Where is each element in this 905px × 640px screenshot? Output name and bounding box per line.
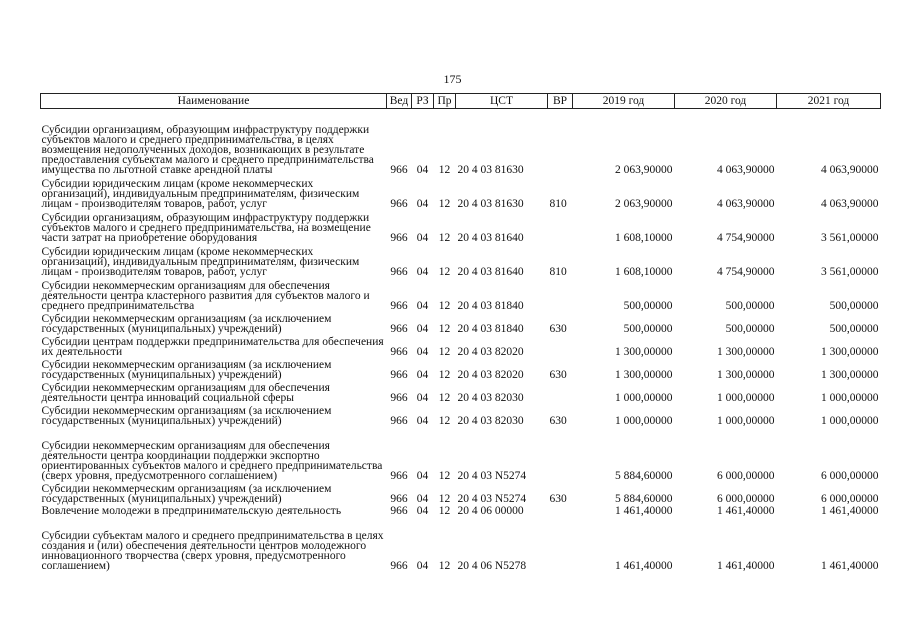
header-name: Наименование [41, 94, 387, 109]
header-ved: Вед [387, 94, 412, 109]
cell-2020: 1 461,40000 [717, 560, 775, 572]
cell-pr: 12 [438, 470, 451, 482]
cell-vr: 810 [549, 198, 567, 210]
header-row [41, 94, 881, 109]
cell-name: Субсидии некоммерческим организациям для обеспечения деятельности центра координации поддержки экспортно ориентированных субъектов малого и среднего предпринимательства (сверх уровня, предусмотренного соглашением) [41, 440, 383, 482]
cell-vr [548, 516, 573, 571]
cell-ved: 966 [390, 505, 408, 517]
cell-vr [548, 426, 573, 481]
cell-name: Субсидии некоммерческим организациям (за исключением государственных (муниципальных) учреждений) [41, 405, 332, 427]
header-vr: ВР [548, 94, 573, 109]
table-row [41, 175, 881, 209]
cell-vr [548, 109, 573, 176]
cell-rz: 04 [416, 300, 429, 312]
cell-2021: 1 300,00000 [821, 369, 879, 381]
cell-pr: 12 [438, 164, 451, 176]
cell-2019: 500,00000 [623, 323, 673, 335]
cell-cst: 20 4 03 81640 [457, 266, 524, 278]
cell-2021: 1 461,40000 [821, 505, 879, 517]
cell-2019: 2 063,90000 [615, 198, 673, 210]
cell-pr: 12 [438, 369, 451, 381]
cell-2019: 2 063,90000 [615, 164, 673, 176]
cell-2020: 6 000,00000 [717, 470, 775, 482]
table-row [41, 481, 881, 504]
cell-2019: 5 884,60000 [615, 493, 673, 505]
cell-2021: 500,00000 [829, 323, 879, 335]
cell-name: Субсидии организациям, образующим инфраструктуру поддержки субъектов малого и среднего предпринимательства, в целях возмещения недополученных доходов, возникающих в результате предоставления субъектам малого и среднего предпринимательства имущества по льготной ставке арендной платы [41, 124, 374, 176]
cell-vr: 630 [549, 415, 567, 427]
cell-2021: 1 461,40000 [821, 560, 879, 572]
cell-rz: 04 [416, 323, 429, 335]
table-row [41, 426, 881, 481]
cell-2021: 1 000,00000 [821, 415, 879, 427]
cell-2019: 500,00000 [623, 300, 673, 312]
cell-name: Субсидии некоммерческим организациям для обеспечения деятельности центра кластерного развития для субъектов малого и среднего предпринимательства [41, 280, 370, 312]
header-2021: 2021 год [777, 94, 881, 109]
header-rz: РЗ [412, 94, 434, 109]
cell-name: Субсидии организациям, образующим инфраструктуру поддержки субъектов малого и среднего предпринимательства, на возмещение части затрат на приобретение оборудования [41, 212, 371, 244]
cell-rz: 04 [416, 560, 429, 572]
cell-pr: 12 [438, 415, 451, 427]
cell-pr: 12 [438, 560, 451, 572]
cell-rz: 04 [416, 346, 429, 358]
cell-ved: 966 [390, 369, 408, 381]
cell-ved: 966 [390, 560, 408, 572]
cell-2021: 6 000,00000 [821, 470, 879, 482]
cell-vr [548, 504, 573, 516]
cell-ved: 966 [390, 392, 408, 404]
cell-ved: 966 [390, 198, 408, 210]
header-2019: 2019 год [573, 94, 675, 109]
cell-rz: 04 [416, 232, 429, 244]
cell-2020: 6 000,00000 [717, 493, 775, 505]
cell-pr: 12 [438, 346, 451, 358]
cell-rz: 04 [416, 369, 429, 381]
cell-name: Субсидии центрам поддержки предпринимательства для обеспечения их деятельности [41, 336, 384, 358]
cell-rz: 04 [416, 392, 429, 404]
table-row [41, 277, 881, 311]
table-row [41, 311, 881, 334]
cell-rz: 04 [416, 493, 429, 505]
cell-ved: 966 [390, 493, 408, 505]
cell-vr: 810 [549, 266, 567, 278]
header-pr: Пр [434, 94, 456, 109]
cell-rz: 04 [416, 415, 429, 427]
cell-pr: 12 [438, 232, 451, 244]
cell-2021: 1 300,00000 [821, 346, 879, 358]
cell-2021: 3 561,00000 [821, 232, 879, 244]
cell-2021: 500,00000 [829, 300, 879, 312]
cell-2020: 4 063,90000 [717, 164, 775, 176]
table-row [41, 380, 881, 403]
cell-2020: 4 754,90000 [717, 232, 775, 244]
cell-name: Субсидии некоммерческим организациям (за исключением государственных (муниципальных) учреждений) [41, 483, 332, 505]
cell-cst: 20 4 03 81840 [457, 323, 524, 335]
cell-2019: 1 000,00000 [615, 392, 673, 404]
cell-2019: 1 461,40000 [615, 505, 673, 517]
cell-2020: 500,00000 [725, 300, 775, 312]
cell-ved: 966 [390, 164, 408, 176]
cell-pr: 12 [438, 266, 451, 278]
cell-cst: 20 4 06 00000 [457, 505, 524, 517]
cell-2021: 4 063,90000 [821, 198, 879, 210]
cell-name: Субсидии юридическим лицам (кроме некоммерческих организаций), индивидуальным предпринимателям, физическим лицам - производителям товаров, работ, услуг [41, 246, 360, 278]
cell-vr [548, 209, 573, 243]
table-row [41, 357, 881, 380]
cell-vr: 630 [549, 493, 567, 505]
budget-table [40, 93, 881, 571]
cell-vr [548, 334, 573, 357]
cell-2021: 6 000,00000 [821, 493, 879, 505]
cell-cst: 20 4 03 82020 [457, 346, 524, 358]
cell-ved: 966 [390, 470, 408, 482]
cell-pr: 12 [438, 493, 451, 505]
header-cst: ЦСТ [456, 94, 548, 109]
cell-name: Субсидии некоммерческим организациям (за исключением государственных (муниципальных) учреждений) [41, 313, 332, 335]
table-row [41, 243, 881, 277]
cell-ved: 966 [390, 266, 408, 278]
cell-ved: 966 [390, 346, 408, 358]
table-row [41, 403, 881, 426]
cell-name: Субсидии некоммерческим организациям для обеспечения деятельности центра инноваций социальной сферы [41, 382, 330, 404]
cell-rz: 04 [416, 470, 429, 482]
table-row [41, 209, 881, 243]
cell-2021: 3 561,00000 [821, 266, 879, 278]
cell-2019: 5 884,60000 [615, 470, 673, 482]
cell-2020: 500,00000 [725, 323, 775, 335]
cell-cst: 20 4 03 82030 [457, 392, 524, 404]
cell-rz: 04 [416, 164, 429, 176]
cell-2019: 1 461,40000 [615, 560, 673, 572]
table-row [41, 516, 881, 571]
cell-vr: 630 [549, 369, 567, 381]
cell-2019: 1 608,10000 [615, 266, 673, 278]
cell-vr: 630 [549, 323, 567, 335]
cell-cst: 20 4 03 81840 [457, 300, 524, 312]
cell-2020: 1 000,00000 [717, 392, 775, 404]
header-2020: 2020 год [675, 94, 777, 109]
cell-pr: 12 [438, 505, 451, 517]
cell-2020: 1 000,00000 [717, 415, 775, 427]
cell-cst: 20 4 03 N5274 [457, 470, 527, 482]
cell-name: Субсидии субъектам малого и среднего предпринимательства в целях создания и (или) обеспечения деятельности центров молодежного инновационного творчества (сверх уровня, предусмотренного соглашением) [41, 530, 384, 572]
cell-2019: 1 300,00000 [615, 369, 673, 381]
cell-2019: 1 000,00000 [615, 415, 673, 427]
cell-2020: 4 063,90000 [717, 198, 775, 210]
cell-name: Субсидии юридическим лицам (кроме некоммерческих организаций), индивидуальным предпринимателям, физическим лицам - производителям товаров, работ, услуг [41, 178, 360, 210]
cell-name: Субсидии некоммерческим организациям (за исключением государственных (муниципальных) учреждений) [41, 359, 332, 381]
cell-pr: 12 [438, 300, 451, 312]
cell-ved: 966 [390, 232, 408, 244]
cell-cst: 20 4 03 81630 [457, 198, 524, 210]
cell-2021: 1 000,00000 [821, 392, 879, 404]
cell-2020: 4 754,90000 [717, 266, 775, 278]
table-row [41, 334, 881, 357]
cell-2020: 1 300,00000 [717, 346, 775, 358]
cell-vr [548, 277, 573, 311]
cell-ved: 966 [390, 323, 408, 335]
cell-name: Вовлечение молодежи в предпринимательскую деятельность [41, 505, 342, 517]
cell-ved: 966 [390, 415, 408, 427]
cell-2021: 4 063,90000 [821, 164, 879, 176]
cell-pr: 12 [438, 392, 451, 404]
table-row [41, 109, 881, 176]
cell-cst: 20 4 03 82020 [457, 369, 524, 381]
cell-ved: 966 [390, 300, 408, 312]
cell-cst: 20 4 03 81640 [457, 232, 524, 244]
table-row [41, 504, 881, 516]
cell-rz: 04 [416, 266, 429, 278]
cell-rz: 04 [416, 198, 429, 210]
cell-2020: 1 300,00000 [717, 369, 775, 381]
cell-2019: 1 608,10000 [615, 232, 673, 244]
cell-vr [548, 380, 573, 403]
cell-pr: 12 [438, 323, 451, 335]
cell-2020: 1 461,40000 [717, 505, 775, 517]
cell-cst: 20 4 06 N5278 [457, 560, 527, 572]
cell-pr: 12 [438, 198, 451, 210]
cell-rz: 04 [416, 505, 429, 517]
cell-2019: 1 300,00000 [615, 346, 673, 358]
cell-cst: 20 4 03 N5274 [457, 493, 527, 505]
cell-cst: 20 4 03 81630 [457, 164, 524, 176]
cell-cst: 20 4 03 82030 [457, 415, 524, 427]
page-number: 175 [443, 72, 462, 86]
